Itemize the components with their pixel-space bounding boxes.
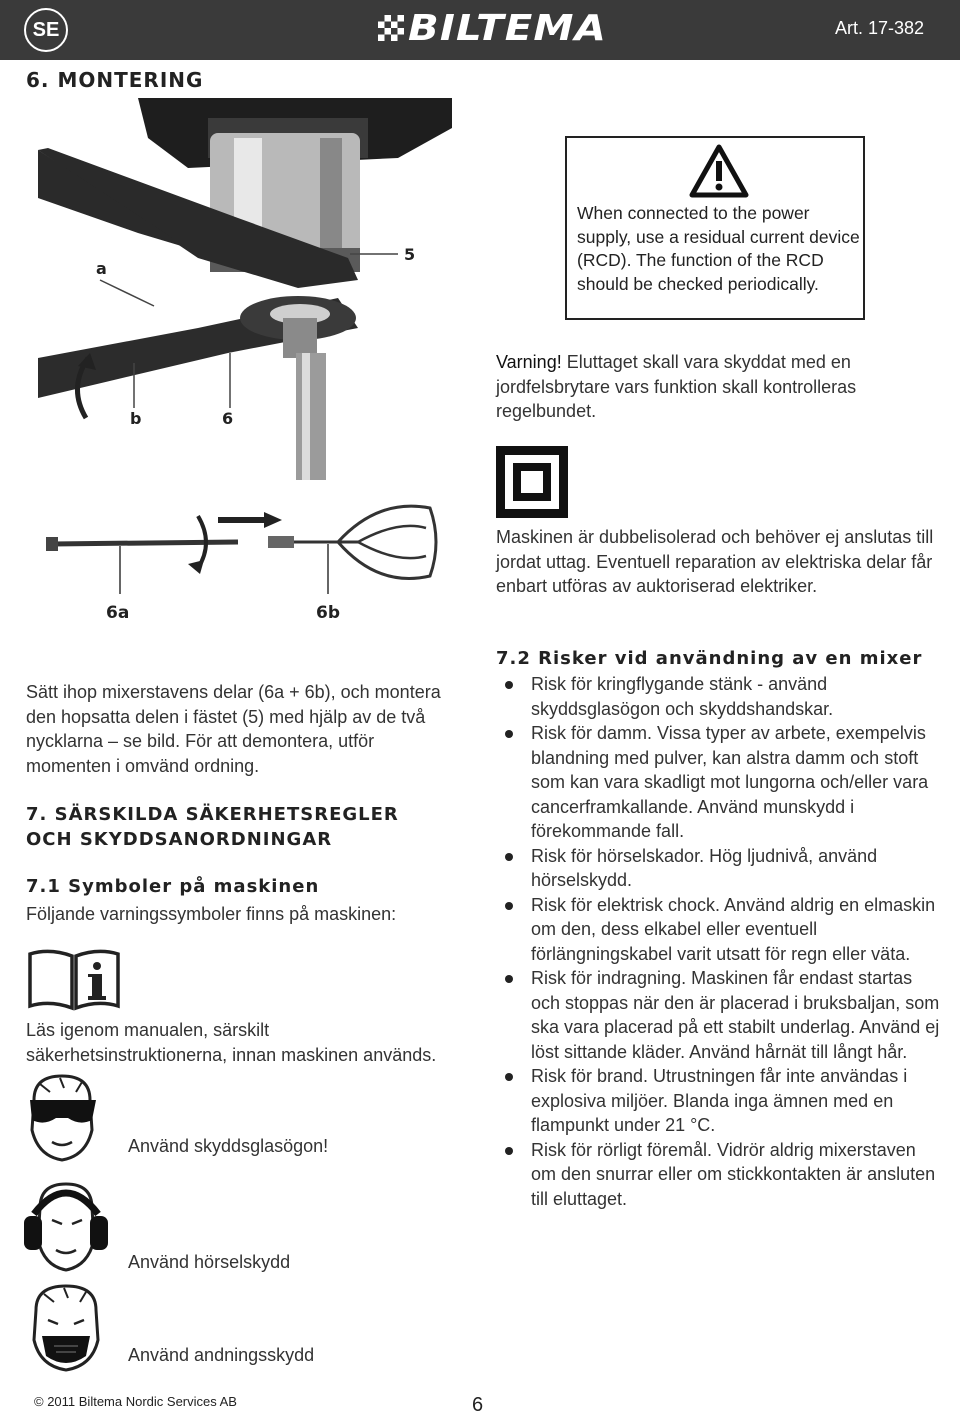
rcd-warning-box xyxy=(565,136,865,320)
assembly-instructions: Sätt ihop mixerstavens delar (6a + 6b), och montera den hopsatta delen i fästet (5) med hjälp av de två nycklarna – se bild. För att demontera, utför momenten i omvänd ordning. xyxy=(26,682,441,776)
warning-triangle-icon xyxy=(689,144,749,198)
list-item: Risk för indragning. Maskinen får endast startas och stoppas när den är placerad i bruksbaljan, som ska vara placerad på ett stabilt underlag. Använd ej löst sittande kläder. Använd hårnät till långt hår. xyxy=(496,966,940,1064)
label-5: 5 xyxy=(404,245,416,264)
section-6-title: 6. MONTERING xyxy=(26,68,204,92)
section-7-1-intro: Följande varningssymboler finns på maskinen: xyxy=(26,904,397,924)
list-item: Risk för kringflygande stänk - använd skyddsglasögon och skyddshandskar. xyxy=(496,672,940,721)
list-item: Risk för elektrisk chock. Använd aldrig en elmaskin om den, dess elkabel eller eventuell förlängningskabel varit utsatt för regn eller väta. xyxy=(496,893,940,967)
section-7-1-title: 7.1 Symboler på maskinen xyxy=(26,876,320,897)
section-7-title xyxy=(26,802,399,852)
varning-text: Eluttaget skall vara skyddat med en jordfelsbrytare vars funktion skall kontrolleras regelbundet. xyxy=(496,352,857,421)
varning-paragraph xyxy=(496,350,926,424)
label-a: a xyxy=(96,259,107,278)
brand-logo xyxy=(378,6,607,50)
wrench-assembly-photo xyxy=(38,98,452,480)
ppe-hearing-text: Använd hörselskydd xyxy=(128,1252,291,1272)
label-6b: 6b xyxy=(316,603,340,623)
section-7-title-line2: OCH SKYDDSANORDNINGAR xyxy=(26,829,333,850)
section-7-2-title: 7.2 Risker vid användning av en mixer xyxy=(496,648,923,669)
double-insulated-icon xyxy=(496,446,568,518)
read-manual-icon xyxy=(26,946,122,1012)
label-6a: 6a xyxy=(106,603,130,623)
label-6: 6 xyxy=(222,409,234,428)
safety-glasses-icon xyxy=(20,1070,104,1166)
page-number: 6 xyxy=(472,1394,484,1416)
list-item: Risk för hörselskador. Hög ljudnivå, använd hörselskydd. xyxy=(496,844,940,893)
list-item: Risk för rörligt föremål. Vidrör aldrig mixerstaven om den snurrar eller om stickkontakten är ansluten till eluttaget. xyxy=(496,1138,940,1212)
copyright-text: © 2011 Biltema Nordic Services AB xyxy=(34,1394,237,1409)
double-insulated-text: Maskinen är dubbelisolerad och behöver ej anslutas till jordat uttag. Eventuell reparation av elektriska delar får enbart utföras av auktoriserad elektriker. xyxy=(496,527,934,596)
section-7-title-line1: 7. SÄRSKILDA SÄKERHETSREGLER xyxy=(26,804,399,825)
ppe-glasses-text: Använd skyddsglasögon! xyxy=(128,1136,329,1156)
language-badge: SE xyxy=(24,8,68,52)
list-item: Risk för brand. Utrustningen får inte användas i explosiva miljöer. Blanda inga ämnen med en flampunkt under 21 °C. xyxy=(496,1064,940,1138)
rcd-warning-text: When connected to the power supply, use a residual current device (RCD). The function of the RCD should be checked periodically. xyxy=(577,203,860,294)
label-b: b xyxy=(130,409,142,428)
page-header xyxy=(0,0,960,60)
mixer-rod-parts-drawing xyxy=(38,498,452,634)
article-number: Art. 17-382 xyxy=(834,18,924,38)
checkered-flag-icon xyxy=(378,15,404,41)
read-manual-text: Läs igenom manualen, särskilt säkerhetsinstruktionerna, innan maskinen används. xyxy=(26,1020,437,1065)
brand-name: BILTEMA xyxy=(408,7,607,49)
list-item: Risk för damm. Vissa typer av arbete, exempelvis blandning med pulver, kan alstra damm och stoft som kan vara skadligt mot lungorna och/eller vara cancerframkallande. Använd munskydd i förekommande fall. xyxy=(496,721,940,844)
ppe-breathing-text: Använd andningsskydd xyxy=(128,1345,315,1365)
risk-list xyxy=(496,672,940,1211)
hearing-protection-icon xyxy=(20,1178,110,1276)
breathing-protection-icon xyxy=(26,1280,106,1376)
varning-label: Varning! xyxy=(496,352,562,372)
